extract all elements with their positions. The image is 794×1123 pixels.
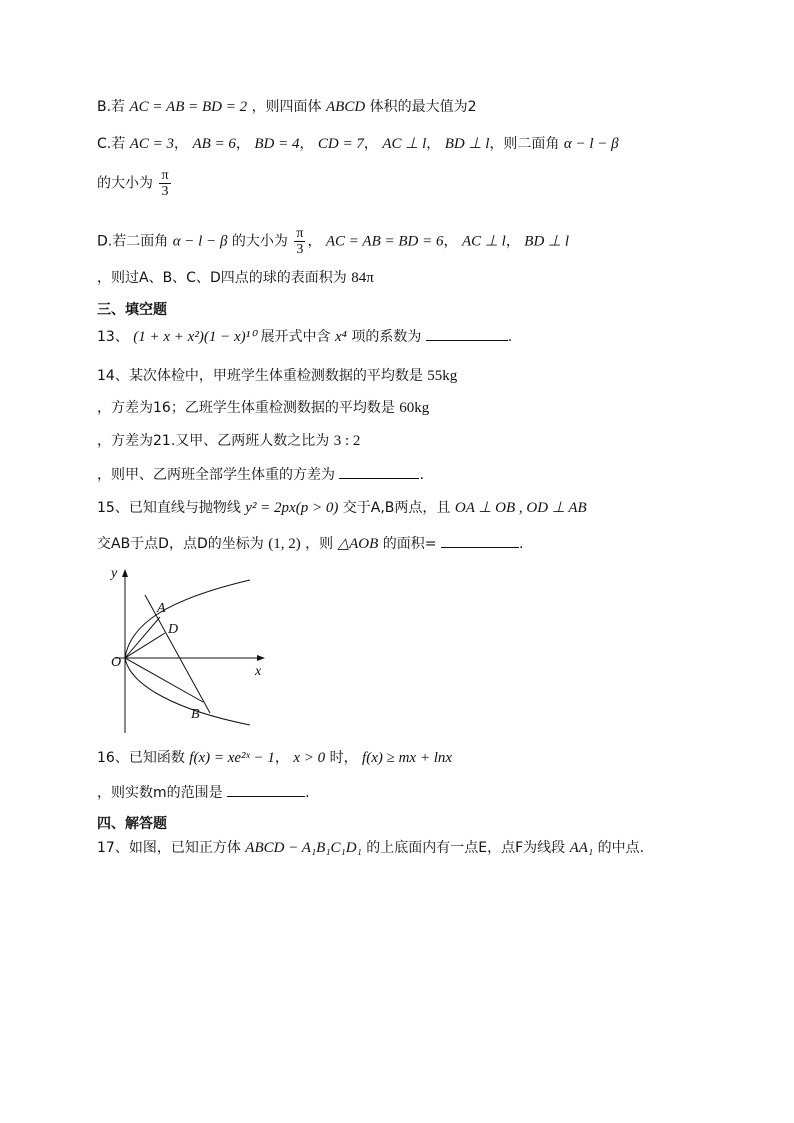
cond-bd-perp: BD ⊥ l [524,233,570,250]
option-c-label: C.若 [97,136,126,152]
option-b [97,97,477,117]
segment-oa [125,617,160,658]
x-axis-arrow [257,655,265,661]
question-16-line2 [97,782,310,803]
question-text: 交AB于点D，点D的坐标为 [97,536,264,552]
option-c-text2: 的大小为 [97,175,153,192]
option-d-text2: ，则过A、B、C、D四点的球的表面积为 [97,270,347,286]
surface-area-value: 84π [351,270,374,286]
question-text: ，方差为16；乙班学生体重检测数据的平均数是 [97,400,395,416]
question-14-line4 [97,464,424,485]
question-15-line1 [97,498,587,518]
mean-class-a: 55kg [427,368,458,384]
expansion-expr: (1 + x + x²)(1 − x)¹⁰ [133,329,257,345]
perp-conditions: OA ⊥ OB , OD ⊥ AB [454,500,587,516]
domain-condition: x > 0 [293,750,326,766]
question-14-line1 [97,366,457,386]
cond-cd: CD = 7 [317,136,364,152]
segment-aa1: AA₁ [569,840,594,856]
question-14-line2 [97,398,429,418]
question-text: ，方差为21.又甲、乙两班人数之比为 [97,433,330,449]
ratio: 3 : 2 [333,433,361,449]
cond-ac-perp: AC ⊥ l [461,233,506,250]
triangle-aob: △AOB [337,536,379,552]
question-text: 展开式中含 [260,329,331,345]
question-text: 15、已知直线与抛物线 [97,500,241,516]
question-text: 时， [329,750,358,766]
question-text: 16、已知函数 [97,750,185,766]
answer-blank[interactable] [339,464,419,479]
separator: ， [274,750,289,766]
cond-equal: AC = AB = BD = 6 [325,233,444,250]
cond-bd: BD = 4 [254,136,300,152]
option-b-text: ，则四面体 [251,99,322,115]
cond-ab: AB = 6 [192,136,236,152]
cond-ac: AC = 3 [129,136,174,152]
line-ab [145,595,210,713]
section-heading-fill-in: 三、填空题 [97,302,167,318]
option-c-text: ，则二面角 [489,136,560,152]
period: . [419,467,424,483]
question-15-line2 [97,533,523,554]
period: . [518,536,524,552]
question-text: ，则甲、乙两班全部学生体重的方差为 [97,467,335,483]
dihedral-angle: α − l − β [172,233,228,250]
option-c-line2 [97,168,173,199]
cond-ac-perp: AC ⊥ l [382,136,427,152]
question-text: 17、如图，已知正方体 [97,840,241,856]
cube-name: ABCD − A₁B₁C₁D₁ [245,840,362,856]
dihedral-angle: α − l − β [563,136,619,152]
question-text: 交于A,B两点，且 [342,500,451,516]
question-text: 的面积= [382,536,437,552]
fraction-pi-3: $\frac{\pi}{3}$ [161,168,169,199]
answer-blank[interactable] [426,326,508,341]
parabola-figure [95,565,275,740]
term: x⁴ [335,329,347,345]
period: . [507,329,513,345]
question-text: 14、某次体检中，甲班学生体重检测数据的平均数是 [97,368,423,384]
inequality: f(x) ≥ mx + lnx [362,750,453,766]
option-b-conclusion: 体积的最大值为2 [369,99,477,115]
cond-bd-perp: BD ⊥ l [444,136,490,152]
question-13 [97,326,512,347]
label-d: D [168,622,179,637]
fraction-pi-3: $\frac{\pi}{3}$ [296,226,304,257]
option-d-text: 的大小为 [231,233,288,250]
option-d: D.若二面角 α − l − β 的大小为 $\frac{\pi}{3}$ ， AC = AB = BD = 6， AC ⊥ l， BD ⊥ l [97,226,570,257]
question-text: 的中点. [597,840,645,856]
question-text: 项的系数为 [351,329,422,345]
function-def: f(x) = xe²ˣ − 1 [189,750,275,766]
label-a: A [157,601,166,616]
mean-class-b: 60kg [399,400,430,416]
section-heading-solve: 四、解答题 [97,816,167,832]
question-number: 13、 [97,329,129,345]
label-y: y [111,566,118,581]
period: . [305,785,310,801]
segment-od [125,633,165,658]
label-x: x [255,664,262,679]
question-text: 的上底面内有一点E，点F为线段 [366,840,566,856]
parabola-equation: y² = 2px(p > 0) [245,500,339,516]
option-c: C.若 AC = 3， AB = 6， BD = 4， CD = 7， AC ⊥ l， BD ⊥ l，则二面角 α − l − β [97,136,619,152]
answer-blank[interactable] [441,533,519,548]
option-b-label: B.若 [97,99,126,115]
point-d-coords: (1, 2) [268,536,301,552]
option-d-line2 [97,268,374,288]
option-b-condition: AC = AB = BD = 2 [129,99,248,115]
question-text: ，则 [305,536,334,552]
question-14-line3 [97,431,360,451]
label-b: B [191,707,200,722]
tetrahedron-name: ABCD [326,99,366,115]
question-16-line1 [97,748,452,768]
label-o: O [111,655,122,670]
answer-blank[interactable] [227,782,305,797]
option-d-label: D.若二面角 [97,233,169,250]
y-axis-arrow [122,569,128,577]
question-17 [97,838,644,858]
question-text: ，则实数m的范围是 [97,785,223,801]
